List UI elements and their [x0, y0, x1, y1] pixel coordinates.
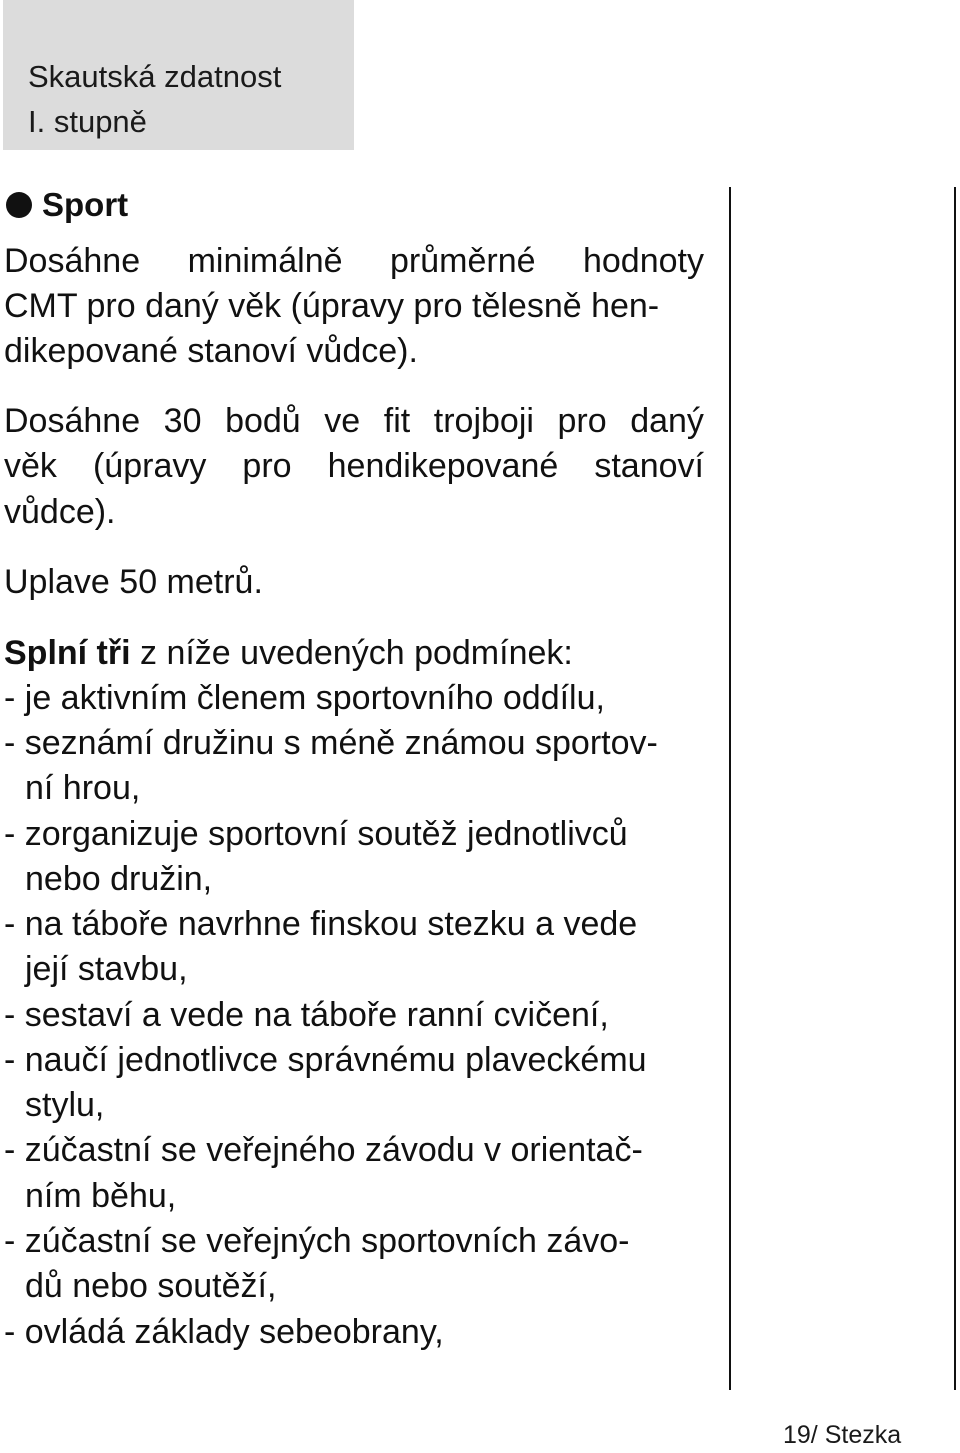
paragraph-2-line-2	[4, 444, 704, 489]
condition-line: její stavbu,	[25, 950, 188, 988]
condition-line: ním běhu,	[25, 1177, 177, 1215]
condition-line: - sestaví a vede na táboře ranní cvičení,	[4, 996, 609, 1034]
condition-line: - je aktivním členem sportovního oddílu,	[4, 679, 605, 717]
condition-line: - ovládá základy sebeobrany,	[4, 1313, 444, 1351]
paragraph-2-line-3: vůdce).	[4, 493, 116, 531]
conditions-intro-bold: Splní tři	[4, 634, 131, 672]
condition-line: stylu,	[25, 1086, 105, 1124]
word: pro	[242, 447, 292, 485]
margin-rule-left	[729, 187, 731, 1390]
paragraph-1-line-1	[4, 239, 704, 284]
word: pro	[557, 402, 607, 440]
word: věk	[4, 447, 57, 485]
section-heading	[6, 183, 128, 227]
word: Dosáhne	[4, 402, 141, 440]
word: stanoví	[594, 447, 704, 485]
condition-line: - zorganizuje sportovní soutěž jednotlivců	[4, 815, 628, 853]
section-title: Sport	[42, 186, 129, 223]
margin-rule-right	[954, 187, 956, 1390]
page-number: 19/ Stezka	[783, 1421, 902, 1449]
word: ve	[324, 402, 361, 440]
header-subtitle: I. stupně	[28, 104, 147, 139]
condition-line: dů nebo soutěží,	[25, 1267, 277, 1305]
condition-line: - zúčastní se veřejných sportovních závo-	[4, 1222, 630, 1260]
word: fit	[383, 402, 411, 440]
paragraph-3: Uplave 50 metrů.	[4, 563, 263, 601]
condition-line: - naučí jednotlivce správnému plaveckému	[4, 1041, 647, 1079]
word: minimálně	[187, 242, 343, 280]
paragraph-2-line-1	[4, 399, 704, 444]
condition-line: - zúčastní se veřejného závodu v orientač-	[4, 1131, 643, 1169]
word: trojboji	[433, 402, 534, 440]
paragraph-1-line-2: CMT pro daný věk (úpravy pro tělesně hen-	[4, 287, 660, 325]
conditions-intro	[4, 631, 573, 676]
word: Dosáhne	[4, 242, 141, 280]
bullet-icon	[6, 192, 32, 218]
condition-line: - seznámí družinu s méně známou sportov-	[4, 724, 658, 762]
header-title: Skautská zdatnost	[28, 59, 282, 94]
word: hodnoty	[582, 242, 704, 280]
conditions-intro-rest: z níže uvedených podmínek:	[130, 634, 573, 672]
paragraph-1-line-3: dikepované stanoví vůdce).	[4, 332, 418, 370]
word: (úpravy	[92, 447, 207, 485]
word: daný	[630, 402, 704, 440]
condition-line: nebo družin,	[25, 860, 213, 898]
word: hendikepované	[327, 447, 559, 485]
condition-line: ní hrou,	[25, 769, 141, 807]
word: bodů	[225, 402, 301, 440]
condition-line: - na táboře navrhne finskou stezku a vede	[4, 905, 638, 943]
word: 30	[163, 402, 202, 440]
word: průměrné	[390, 242, 536, 280]
